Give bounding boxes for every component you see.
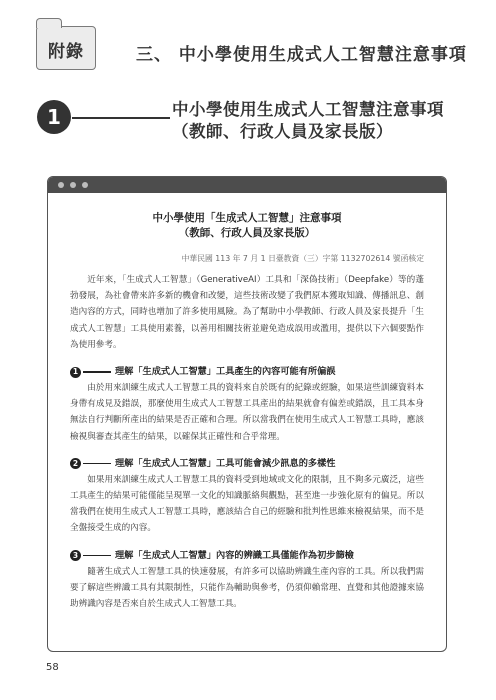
chapter-title: 三、 中小學使用生成式人工智慧注意事項 [136,45,467,65]
window-dot-icon [82,182,88,188]
document-title [70,211,424,241]
item-heading [70,365,424,379]
section-number-badge: 1 [37,100,71,134]
appendix-folder-tab [36,26,96,70]
item-body: 由於用來訓練生成式人工智慧工具的資料來自於既有的紀錄或經驗，如果這些訓練資料本身帶有成見及錯誤，那麼使用生成式人工智慧工具產出的結果就會有偏差或錯誤，且工具本身無法自行判斷所產出的結果是否正確和合理。所以當我們在使用生成式人工智慧工具時，應該檢視與審查其產生的結果，以確保其正確性和合乎常理。 [70,383,424,442]
item-heading-line [83,463,111,464]
intro-paragraph: 近年來，「生成式人工智慧」（GenerativeAI）工具和「深偽技術」（Deepfake）等的蓬勃發展，為社會帶來許多新的機會和改變，這些技術改變了我們原本獲取知識、傳播訊息、創造內容的方式，同時也增加了許多使用風險。為了幫助中小學教師、行政人員及家長提升「生成式人工智慧」工具使用素養，以善用相關技術並避免造成誤用或濫用，提供以下六個要點作為使用參考。 [70,275,424,350]
document-reference: 中華民國 113 年 7 月 1 日臺教資（三）字第 1132702614 號函核定 [181,254,424,263]
document-title-line2: （教師、行政人員及家長版） [178,227,316,239]
item-heading-text: 理解「生成式人工智慧」內容的辨識工具僅能作為初步篩檢 [115,549,354,561]
window-dot-icon [58,182,64,188]
document-title-line1: 中小學使用「生成式人工智慧」注意事項 [152,212,342,224]
window-title-bar [48,177,446,193]
section-title-line2: （教師、行政人員及家長版） [172,122,393,141]
item-body: 隨著生成式人工智慧工具的快速發展，有許多可以協助辨識生產內容的工具。所以我們需要了解這些辨識工具有其限制性，只能作為輔助與參考，仍須仰賴常理、直覺和其他證據來協助辨識內容是否來自於生成式人工智慧工具。 [70,566,424,610]
item-number-badge: 3 [70,550,81,561]
appendix-label: 附錄 [48,42,84,62]
item-heading-line [83,555,111,556]
section-divider-line [72,117,170,119]
section-title [172,99,444,143]
item-heading [70,549,424,563]
page-number: 58 [46,662,59,673]
section-title-line1: 中小學使用生成式人工智慧注意事項 [172,100,444,119]
window-dot-icon [70,182,76,188]
document-body [48,211,446,612]
item-heading [70,457,424,471]
item-heading-text: 理解「生成式人工智慧」工具產生的內容可能有所偏誤 [115,366,336,378]
item-heading-line [83,371,111,372]
document-window [47,176,447,652]
item-heading-text: 理解「生成式人工智慧」工具可能會減少訊息的多樣性 [115,457,336,469]
item-number-badge: 1 [70,367,81,378]
item-body: 如果用來訓練生成式人工智慧工具的資料受到地域或文化的限制，且不夠多元廣泛，這些工具產生的結果可能僅能呈現單一文化的知識脈絡與觀點，甚至進一步強化原有的偏見。所以當我們在使用生成式人工智慧工具時，應該結合自己的經驗和批判性思維來檢視結果，而不是全盤接受生成的內容。 [70,474,424,534]
item-number-badge: 2 [70,458,81,469]
